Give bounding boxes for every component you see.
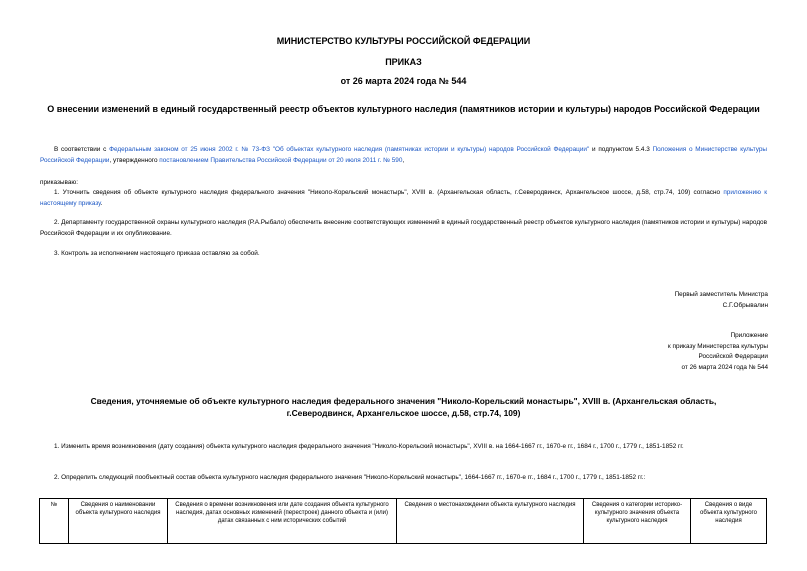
appendix-line-2: к приказу Министерства культуры	[667, 342, 768, 350]
table-header-cell: Сведения о местонахождении объекта культурного наследия	[397, 499, 584, 544]
item-2	[40, 217, 767, 239]
table-header-cell: Сведения о категории историко-культурного значения объекта культурного наследия	[584, 499, 691, 544]
point-2-text: 2. Определить следующий пообъектный состав объекта культурного наследия федерального значения "Николо-Корельский монастырь", 1664-1667 гг., 1670-е гг., 1684 г., 1700 г., 1779 г., 1851-1852 гг.:	[54, 474, 646, 481]
ministry-name: МИНИСТЕРСТВО КУЛЬТУРЫ РОССИЙСКОЙ ФЕДЕРАЦИИ	[276, 36, 531, 46]
point-1	[40, 441, 767, 452]
table-header-cell: Сведения о виде объекта культурного наследия	[691, 499, 767, 544]
preamble-text: В соответствии с	[54, 146, 110, 153]
appendix-link[interactable]: приложению к настоящему приказу	[40, 189, 767, 207]
appendix-line-1: Приложение	[730, 332, 768, 339]
point-2	[40, 472, 767, 483]
preamble-text: ,	[402, 157, 405, 164]
item-2-text: 2. Департаменту государственной охраны культурного наследия (Р.А.Рыбало) обеспечить внесение соответствующих изменений в единый государственный реестр объектов культурного наследия (памятников истории и культуры) народов Российской Федерации и их опубликование.	[40, 219, 767, 237]
order-word: приказываю:	[40, 179, 78, 186]
document-title: О внесении изменений в единый государственный реестр объектов культурного наследия (памятников истории и культуры) народов Российской Федерации	[47, 104, 760, 114]
preamble-text: и подпунктом 5.4.3	[589, 146, 653, 153]
item-3-text: 3. Контроль за исполнением настоящего приказа оставляю за собой.	[54, 250, 260, 257]
preamble-paragraph	[40, 144, 767, 166]
item-1	[40, 187, 767, 209]
government-decree-link[interactable]: постановлением Правительства Российской Федерации от 20 июля 2011 г. № 590	[159, 157, 403, 164]
document-date-number: от 26 марта 2024 года № 544	[340, 76, 467, 86]
point-1-text: 1. Изменить время возникновения (дату создания) объекта культурного наследия федерального значения "Николо-Корельский монастырь", XVIII в. на 1664-1667 гг., 1670-е гг., 1684 г., 1700 г., 1779 г., 1851-1852 гг.	[54, 443, 684, 450]
document-type: ПРИКАЗ	[385, 57, 422, 67]
appendix-block	[668, 331, 768, 373]
signature-block	[675, 290, 768, 311]
federal-law-link[interactable]: Федеральным законом от 25 июня 2002 г. № 73-ФЗ "Об объектах культурного наследия (памятниках истории и культуры) народов Российской Федерации"	[109, 146, 590, 153]
table-header-cell: Сведения о времени возникновения или дате создания объекта культурного наследия, датах основных изменений (перестроек) данного объекта и (или) датах связанных с ним исторических событий	[168, 499, 397, 544]
preamble-text: , утвержденного	[109, 157, 160, 164]
appendix-title: Сведения, уточняемые об объекте культурного наследия федерального значения "Николо-Корельский монастырь", XVIII в. (Архангельская область, г.Северодвинск, Архангельское шоссе, д.58, стр.74, 109)	[90, 396, 717, 418]
table-header-cell: №	[40, 499, 69, 544]
table-header-cell: Сведения о наименовании объекта культурного наследия	[69, 499, 168, 544]
item-1-tail: .	[100, 200, 103, 207]
item-3	[40, 248, 767, 259]
regulation-link[interactable]: Положения о Министерстве культуры Российской Федерации	[40, 146, 767, 164]
table-header-row	[40, 499, 767, 544]
signature-name: С.Г.Обрывалин	[722, 301, 768, 309]
item-1-text: 1. Уточнить сведения об объекте культурного наследия федерального значения "Николо-Корельский монастырь", XVIII в. (Архангельская область, г.Северодвинск, Архангельское шоссе, д.58, стр.74, 109) согласно	[54, 189, 724, 196]
appendix-line-3: Российской Федерации	[698, 353, 768, 360]
appendix-line-4: от 26 марта 2024 года № 544	[681, 363, 768, 371]
objects-table	[39, 498, 767, 544]
signature-position: Первый заместитель Министра	[674, 291, 768, 298]
